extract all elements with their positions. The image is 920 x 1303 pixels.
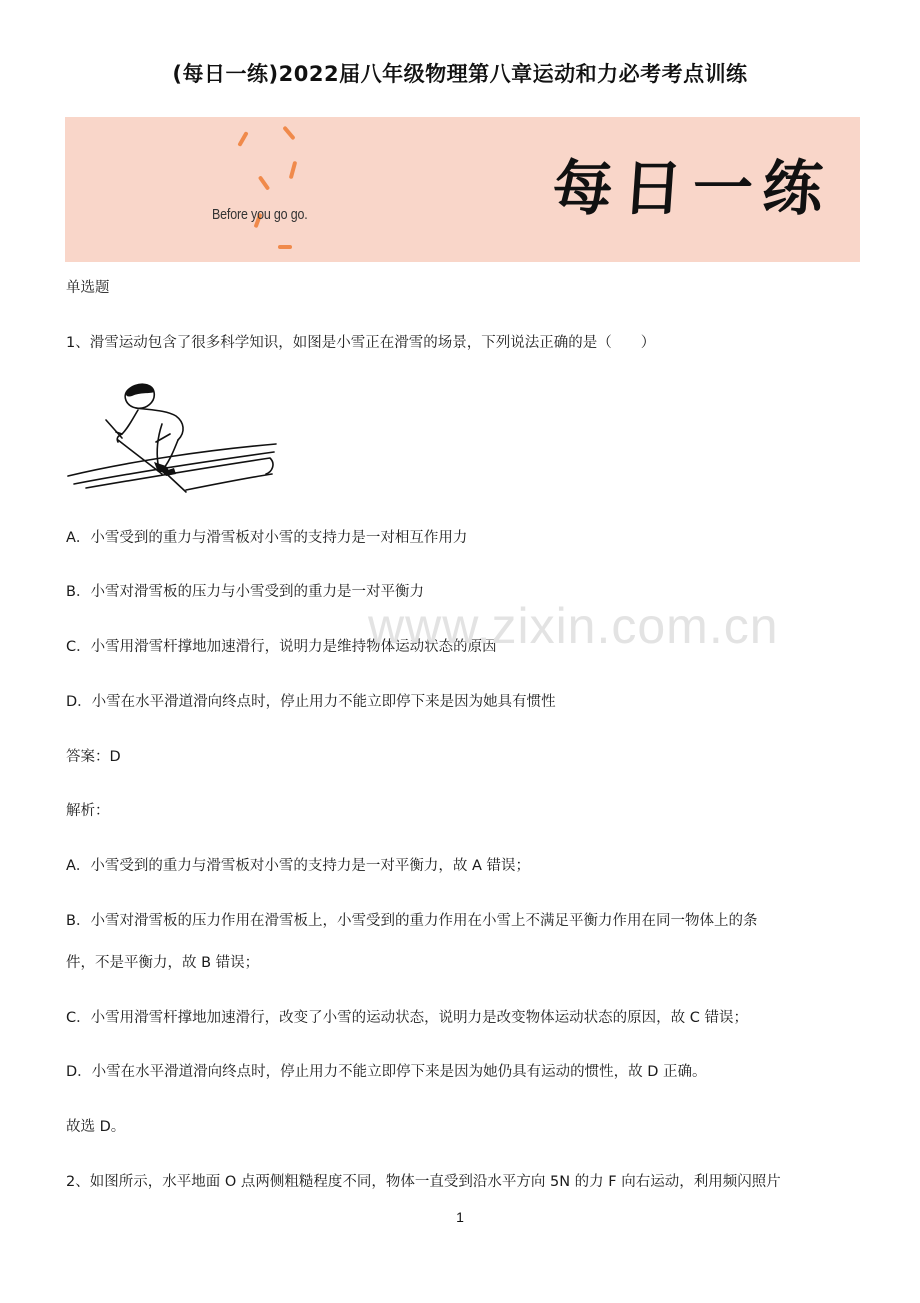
banner-slogan: 每日一练 [550,154,836,224]
question-1-stem: 1、滑雪运动包含了很多科学知识，如图是小雪正在滑雪的场景，下列说法正确的是（ ） [66,335,656,351]
question-2-stem: 2、如图所示，水平地面 O 点两侧粗糙程度不同，物体一直受到沿水平方向 5N 的力 F 向右运动，利用频闪照片 [66,1174,781,1190]
decorative-dash-icon [282,126,295,141]
question-1-option-c: C．小雪用滑雪杆撑地加速滑行，说明力是维持物体运动状态的原因 [66,639,497,655]
document-title: (每日一练)2022届八年级物理第八章运动和力必考考点训练 [172,62,748,86]
page-number: 1 [456,1209,464,1225]
question-1-analysis-c: C．小雪用滑雪杆撑地加速滑行，改变了小雪的运动状态，说明力是改变物体运动状态的原因，故 C 错误； [66,1010,748,1026]
skier-illustration-icon [66,380,281,495]
question-1-answer: 答案：D [66,749,121,765]
question-1-analysis-d: D．小雪在水平滑道滑向终点时，停止用力不能立即停下来是因为她仍具有运动的惯性，故 D 正确。 [66,1064,707,1080]
daily-practice-banner [65,117,860,262]
question-1-analysis-label: 解析： [66,803,110,819]
question-1-conclusion: 故选 D。 [66,1119,126,1135]
decorative-dash-icon [237,131,248,147]
decorative-dash-icon [278,245,292,249]
question-1-option-a: A．小雪受到的重力与滑雪板对小雪的支持力是一对相互作用力 [66,530,468,546]
question-1-analysis-b: B．小雪对滑雪板的压力作用在滑雪板上，小雪受到的重力作用在小雪上不满足平衡力作用在同一物体上的条 [66,913,758,929]
question-1-analysis-a: A．小雪受到的重力与滑雪板对小雪的支持力是一对平衡力，故 A 错误； [66,858,531,874]
question-1-analysis-b-continued: 件，不是平衡力，故 B 错误； [66,955,260,971]
banner-tagline: Before you go go. [212,207,308,223]
section-heading: 单选题 [66,280,110,296]
site-watermark: www.zixin.com.cn [368,598,779,654]
decorative-dash-icon [258,175,270,190]
decorative-dash-icon [289,161,298,179]
question-1-option-b: B．小雪对滑雪板的压力与小雪受到的重力是一对平衡力 [66,584,424,600]
question-1-option-d: D．小雪在水平滑道滑向终点时，停止用力不能立即停下来是因为她具有惯性 [66,694,556,710]
